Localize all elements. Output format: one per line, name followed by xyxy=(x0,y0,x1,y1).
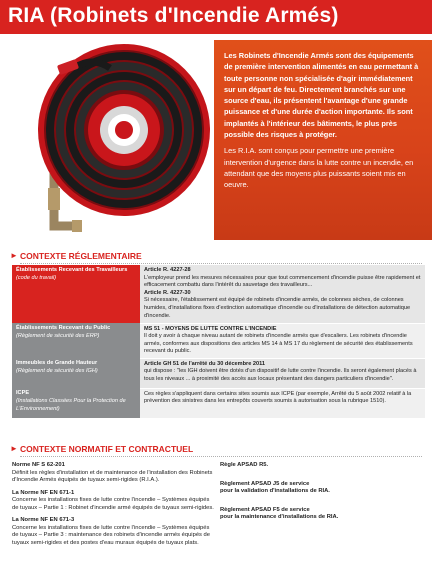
dotted-divider xyxy=(20,456,422,457)
row-sublabel: (Installations Classées Pour la Protection de L'Environnement) xyxy=(16,397,126,412)
standard-desc: Concerne les installations fixes de lutte contre l'incendie – Systèmes équipés de tuyaux – Partie 3 : maintenance des robinets d'incendie armés équipés de tuyaux semi-rigides et des postes d'eau muraux équipés de tuyaux plats. xyxy=(12,524,211,546)
section-heading-normatif xyxy=(10,443,422,455)
row-content-cell xyxy=(140,358,425,388)
row-label: Établissements Recevant des Travailleurs xyxy=(16,267,128,273)
list-item xyxy=(220,462,420,470)
article-ref: Article R. 4227-30 xyxy=(144,289,191,296)
table-row xyxy=(12,323,425,358)
standard-desc: pour la validation d'installations de RIA. xyxy=(220,488,330,494)
intro-paragraph-1: Les Robinets d'Incendie Armés sont des équipements de première intervention alimentés en eau permettant à toute personne non spécialisée d'agir immédiatement sur un départ de feu. Directement branchés sur une source d'eau, ils présentent l'avantage d'une grande puissance et d'une durée d'action importante. Ils sont implantés à l'intérieur des bâtiments, le plus près possible des risques à protéger. xyxy=(224,51,419,140)
article-text: Il doit y avoir à chaque niveau autant de robinets d'incendie armés que d'escaliers. Les robinets d'incendie armés, conformes aux dispositions des articles MS 14 à MS 17 du règlement de sécurité des établissements recevant du public. xyxy=(144,333,413,355)
standard-desc: Concerne les installations fixes de lutte contre l'incendie – Systèmes équipés de tuyaux – Partie 1 : Robinet d'incendie armé équipés de tuyaux semi-rigides. xyxy=(12,497,214,511)
intro-panel xyxy=(214,40,432,240)
row-label: ICPE xyxy=(16,390,30,397)
list-item xyxy=(220,481,420,496)
page-title: RIA (Robinets d'Incendie Armés) xyxy=(8,4,339,27)
standard-title: Règle APSAD R5. xyxy=(220,462,269,468)
list-item xyxy=(12,517,217,547)
article-text: L'employeur prend les mesures nécessaires pour que tout commencement d'incendie puisse être rapidement et efficacement combattu dans l'intérêt du sauvetage des travailleurs... xyxy=(144,274,421,289)
list-item xyxy=(12,462,217,485)
intro-paragraph-2: Les R.I.A. sont conçus pour permettre une première intervention d'urgence dans la lutte contre un incendie, en attendant que des moyens plus puissants soient mis en oeuvre. xyxy=(224,146,414,190)
standard-desc: Définit les règles d'installation et de maintenance de l'installation des Robinets d'Incendie Armés équipés de tuyaux semi-rigides (R.I.A.). xyxy=(12,469,213,483)
row-sublabel: (code du travail) xyxy=(16,274,57,281)
standards-right-column xyxy=(220,462,420,533)
row-label-cell xyxy=(12,265,140,323)
standard-title: Norme NF S 62-201 xyxy=(12,462,65,468)
row-content-cell xyxy=(140,265,425,323)
row-sublabel: (Règlement de sécurité des ERP) xyxy=(16,332,100,339)
chevron-right-icon: ► xyxy=(10,444,18,453)
standard-title: Règlement APSAD J5 de service xyxy=(220,480,310,487)
row-content-cell xyxy=(140,388,425,418)
standard-title: La Norme NF EN 671-3 xyxy=(12,517,75,523)
standard-title: Règlement APSAD F5 de service xyxy=(220,506,310,513)
table-row xyxy=(12,358,425,388)
row-label: Immeubles de Grande Hauteur xyxy=(16,360,98,367)
standard-desc: pour la maintenance d'installations de RIA. xyxy=(220,514,339,520)
title-bar xyxy=(0,0,432,34)
row-label-cell xyxy=(12,323,140,358)
section-heading-reglementaire xyxy=(10,250,422,262)
section-label: CONTEXTE RÉGLEMENTAIRE xyxy=(20,251,142,261)
fire-hose-reel-image xyxy=(14,38,214,234)
standards-left-column xyxy=(12,462,217,552)
hero-section xyxy=(0,34,432,244)
article-text: Ces règles s'appliquent dans certains sites soumis aux ICPE (par exemple, Arrêté du 5 août 2002 relatif à la prévention des sinistres dans les entrepôts couverts soumis à autorisation sous la rubrique 1510). xyxy=(144,390,412,405)
standard-title: La Norme NF EN 671-1 xyxy=(12,489,75,496)
list-item xyxy=(12,490,217,513)
article-ref: Article GH 51 de l'arrêté du 30 décembre 2011 xyxy=(144,360,266,367)
dotted-divider xyxy=(20,263,422,264)
section-label: CONTEXTE NORMATIF ET CONTRACTUEL xyxy=(20,444,194,454)
chevron-right-icon: ► xyxy=(10,251,18,260)
table-row xyxy=(12,388,425,418)
article-text: Si nécessaire, l'établissement est équipé de robinets d'incendie armés, de colonnes sèches, de colonnes humides, d'installations fixes d'extinction automatique d'incendie ou d'installations de détection automatique d'incendie. xyxy=(144,297,411,319)
row-content-cell xyxy=(140,323,425,358)
article-ref: MS 51 - MOYENS DE LUTTE CONTRE L'INCENDIE xyxy=(144,325,277,332)
row-label-cell xyxy=(12,388,140,418)
regulation-table xyxy=(12,265,425,419)
row-label: Établissements Recevant du Public xyxy=(16,325,111,331)
list-item xyxy=(220,507,420,522)
table-row xyxy=(12,265,425,323)
row-sublabel: (Règlement de sécurité des IGH) xyxy=(16,367,98,374)
row-label-cell xyxy=(12,358,140,388)
article-ref: Article R. 4227-28 xyxy=(144,267,191,273)
article-text: qui dispose : "les IGH doivent être dotés d'un dispositif de lutte contre l'incendie. Ils seront également placés à tous les niveaux ... à proximité des accès aux locaux présentant des dangers particuliers d'incendie". xyxy=(144,368,417,383)
